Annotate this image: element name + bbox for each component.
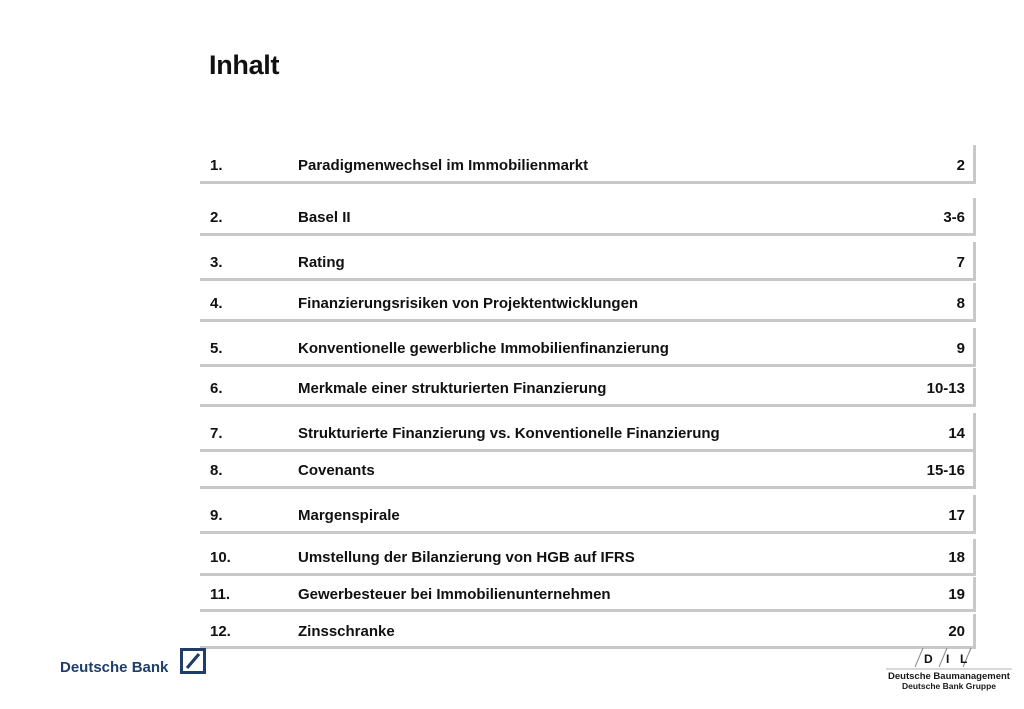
toc-label: Gewerbesteuer bei Immobilienunternehmen	[298, 586, 611, 603]
toc-label: Konventionelle gewerbliche Immobilienfinanzierung	[298, 340, 669, 357]
toc-number: 4.	[210, 295, 223, 312]
toc-label: Umstellung der Bilanzierung von HGB auf IFRS	[298, 549, 635, 566]
toc-page: 3-6	[943, 209, 965, 226]
toc-label: Covenants	[298, 462, 375, 479]
toc-number: 3.	[210, 254, 223, 271]
toc-row-1[interactable]	[200, 145, 976, 184]
toc-row-2[interactable]	[200, 198, 976, 236]
toc-page: 9	[956, 340, 965, 357]
deutsche-bank-wordmark: Deutsche Bank	[60, 659, 169, 676]
toc-number: 5.	[210, 340, 223, 357]
toc-page: 2	[956, 157, 965, 174]
toc-page: 14	[948, 425, 965, 442]
toc-number: 8.	[210, 462, 223, 479]
dil-letter-l: L	[960, 652, 968, 666]
toc-number: 10.	[210, 549, 231, 566]
toc-row-6[interactable]	[200, 368, 976, 407]
toc-label: Margenspirale	[298, 507, 400, 524]
toc-row-12[interactable]	[200, 614, 976, 649]
deutsche-bank-slash-square-icon	[180, 648, 206, 674]
dil-letter-d: D	[924, 652, 933, 666]
toc-label: Basel II	[298, 209, 351, 226]
toc-number: 7.	[210, 425, 223, 442]
toc-number: 6.	[210, 380, 223, 397]
toc-row-11[interactable]	[200, 577, 976, 612]
dil-group-name: Deutsche Bank Gruppe	[902, 681, 996, 691]
toc-label: Rating	[298, 254, 345, 271]
toc-row-8[interactable]	[200, 452, 976, 489]
toc-number: 2.	[210, 209, 223, 226]
toc-number: 1.	[210, 157, 223, 174]
toc-row-4[interactable]	[200, 283, 976, 322]
toc-label: Strukturierte Finanzierung vs. Konventionelle Finanzierung	[298, 425, 720, 442]
toc-page: 17	[948, 507, 965, 524]
toc-number: 9.	[210, 507, 223, 524]
toc-number: 12.	[210, 623, 231, 640]
toc-page: 20	[948, 623, 965, 640]
toc-page: 7	[956, 254, 965, 271]
toc-row-3[interactable]	[200, 242, 976, 281]
toc-page: 10-13	[926, 380, 965, 397]
toc-page: 8	[956, 295, 965, 312]
dil-letter-i: I	[946, 652, 950, 666]
toc-number: 11.	[210, 586, 231, 603]
toc-label: Zinsschranke	[298, 623, 395, 640]
toc-row-5[interactable]	[200, 328, 976, 367]
toc-row-9[interactable]	[200, 495, 976, 534]
toc-page: 15-16	[926, 462, 965, 479]
dil-company-name: Deutsche Baumanagement	[888, 671, 1010, 682]
toc-row-7[interactable]	[200, 413, 976, 452]
toc-label: Finanzierungsrisiken von Projektentwicklungen	[298, 295, 639, 312]
toc-label: Merkmale einer strukturierten Finanzierung	[298, 380, 607, 397]
toc-page: 18	[948, 549, 965, 566]
toc-label: Paradigmenwechsel im Immobilienmarkt	[298, 157, 589, 174]
toc-row-10[interactable]	[200, 539, 976, 576]
toc-page: 19	[948, 586, 965, 603]
page-title: Inhalt	[209, 50, 280, 80]
